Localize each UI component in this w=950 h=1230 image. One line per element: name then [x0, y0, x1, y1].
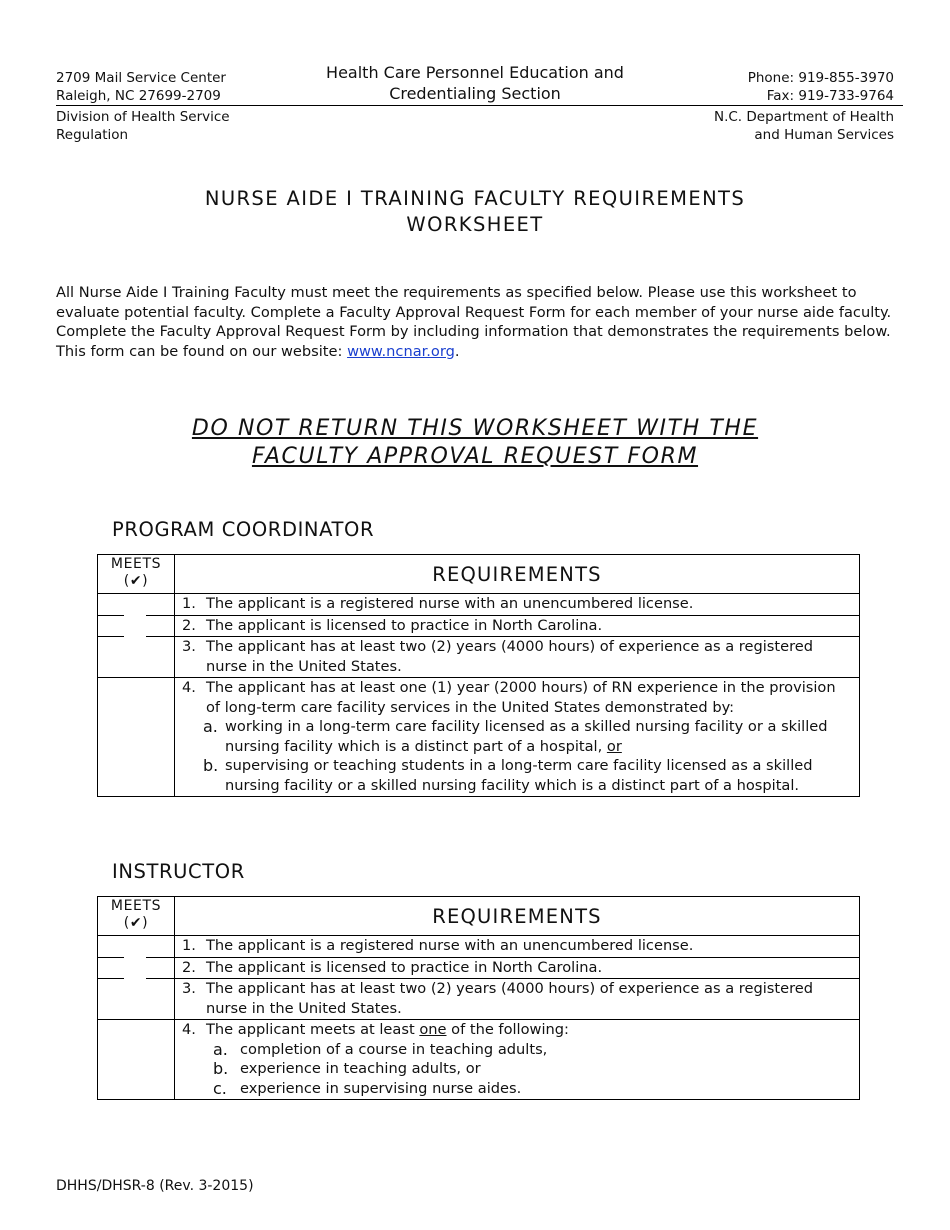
table-row	[98, 1020, 860, 1100]
section-line-2: Credentialing Section	[389, 84, 561, 103]
sub-item-letter: a.	[213, 1039, 228, 1059]
form-number-footer: DHHS/DHSR-8 (Rev. 3-2015)	[56, 1178, 254, 1194]
intro-text-4: .	[454, 342, 460, 360]
requirement-text-end: of the following:	[446, 1021, 569, 1038]
or-emphasis: or	[606, 737, 622, 755]
item-number: 2.	[182, 616, 196, 634]
requirement-cell	[175, 957, 860, 979]
table-row	[98, 637, 860, 678]
table-header-row	[98, 555, 860, 594]
requirement-text: The applicant has at least one (1) year (2000 hours) of RN experience in the provision of long-term care facility services in the United States demonstrated by:	[206, 679, 836, 716]
table-row	[98, 615, 860, 637]
requirements-header: REQUIREMENTS	[175, 897, 860, 936]
form-name-1: Faculty Approval Request Form	[339, 303, 566, 321]
instructor-section-title: INSTRUCTOR	[112, 860, 245, 883]
intro-text-3: by including information that demonstrates the requirements below. This form can be found on our website:	[56, 323, 891, 360]
item-number: 3.	[182, 980, 196, 997]
requirement-text: The applicant is a registered nurse with an unencumbered license.	[206, 595, 694, 612]
sub-item-text: experience in supervising nurse aides.	[240, 1079, 522, 1097]
sub-item-text: supervising or teaching students in a long-term care facility licensed as a skilled nursing facility or a skilled nursing facility which is a distinct part of a hospital.	[225, 757, 813, 794]
meets-checkbox-cell[interactable]	[98, 615, 175, 637]
meets-label: MEETS	[110, 556, 162, 572]
intro-text-2: for each member of your nurse aide faculty. Complete the	[56, 303, 892, 340]
page-title	[100, 186, 850, 238]
requirements-header: REQUIREMENTS	[175, 555, 860, 594]
intro-paragraph	[56, 283, 901, 361]
warning-line-2: FACULTY APPROVAL REQUEST FORM	[251, 444, 699, 469]
sub-item-letter: a.	[203, 717, 218, 736]
item-number: 3.	[182, 638, 196, 655]
department-line-2: and Human Services	[754, 127, 894, 143]
sub-item-text: working in a long-term care facility licensed as a skilled nursing facility or a skilled nursing facility which is a distinct part of a hospital,	[225, 718, 828, 755]
table-row	[98, 936, 860, 958]
header-divider	[56, 105, 903, 106]
address-line-1: 2709 Mail Service Center	[56, 70, 226, 86]
meets-checkbox-cell[interactable]	[98, 678, 175, 797]
website-link[interactable]: www.ncnar.org	[347, 342, 455, 360]
item-number: 4.	[182, 1021, 196, 1038]
table-row	[98, 678, 860, 797]
address-line-2: Raleigh, NC 27699-2709	[56, 88, 221, 104]
warning-line-1: DO NOT RETURN THIS WORKSHEET WITH THE	[191, 416, 759, 441]
item-number: 1.	[182, 937, 196, 954]
requirement-cell	[175, 979, 860, 1020]
one-emphasis: one	[419, 1021, 447, 1038]
meets-checkbox-cell[interactable]	[98, 594, 175, 616]
check-label: (✔)	[123, 573, 149, 589]
table-row	[98, 957, 860, 979]
item-number: 1.	[182, 595, 196, 612]
meets-header	[98, 555, 175, 594]
meets-checkbox-cell[interactable]	[98, 637, 175, 678]
instructor-requirements-table	[97, 896, 860, 1100]
header-address	[56, 69, 286, 144]
title-line-2: WORKSHEET	[406, 213, 544, 236]
header-contact	[664, 69, 894, 144]
sub-item-text: experience in teaching adults, or	[240, 1060, 481, 1077]
check-label: (✔)	[123, 915, 149, 931]
section-line-1: Health Care Personnel Education and	[326, 63, 624, 82]
requirement-cell	[175, 594, 860, 616]
requirement-text: The applicant has at least two (2) years (4000 hours) of experience as a registered nurse in the United States.	[206, 980, 813, 1017]
meets-checkbox-cell[interactable]	[98, 936, 175, 958]
division-line-2: Regulation	[56, 127, 129, 143]
table-row	[98, 979, 860, 1020]
requirement-text: The applicant meets at least	[206, 1021, 420, 1038]
item-number: 4.	[182, 679, 196, 696]
item-number: 2.	[182, 958, 196, 976]
meets-header	[98, 897, 175, 936]
table-row	[98, 594, 860, 616]
sub-item-letter: b.	[203, 756, 219, 775]
division-line-1: Division of Health Service	[56, 109, 230, 125]
title-line-1: NURSE AIDE I TRAINING FACULTY REQUIREMENTS	[204, 187, 746, 210]
requirement-text: The applicant is licensed to practice in North Carolina.	[206, 616, 603, 634]
meets-checkbox-cell[interactable]	[98, 979, 175, 1020]
requirement-cell	[175, 1020, 860, 1100]
meets-checkbox-cell[interactable]	[98, 957, 175, 979]
requirement-text: The applicant has at least two (2) years (4000 hours) of experience as a registered nurse in the United States.	[206, 638, 813, 675]
sub-item-letter: c.	[213, 1078, 227, 1098]
table-header-row	[98, 897, 860, 936]
requirement-text: The applicant is licensed to practice in North Carolina.	[206, 958, 603, 976]
intro-text-1: All Nurse Aide I Training Faculty must meet the requirements as specified below. Please use this worksheet to evaluate potential faculty. Complete a	[56, 284, 857, 321]
department-line-1: N.C. Department of Health	[713, 109, 894, 125]
requirement-cell	[175, 637, 860, 678]
meets-label: MEETS	[110, 898, 162, 914]
header-section-name	[290, 62, 660, 104]
coordinator-section-title: PROGRAM COORDINATOR	[112, 518, 375, 541]
fax-line: Fax: 919-733-9764	[766, 88, 894, 104]
phone-line: Phone: 919-855-3970	[747, 70, 894, 86]
meets-checkbox-cell[interactable]	[98, 1020, 175, 1100]
form-name-2: Faculty Approval Request Form	[159, 323, 386, 340]
sub-item-letter: b.	[213, 1059, 229, 1078]
requirement-cell	[175, 678, 860, 797]
requirement-cell	[175, 615, 860, 637]
coordinator-requirements-table	[97, 554, 860, 797]
sub-item-text: completion of a course in teaching adults,	[240, 1040, 548, 1058]
requirement-cell	[175, 936, 860, 958]
requirement-text: The applicant is a registered nurse with an unencumbered license.	[206, 937, 694, 954]
warning-notice	[120, 415, 830, 471]
